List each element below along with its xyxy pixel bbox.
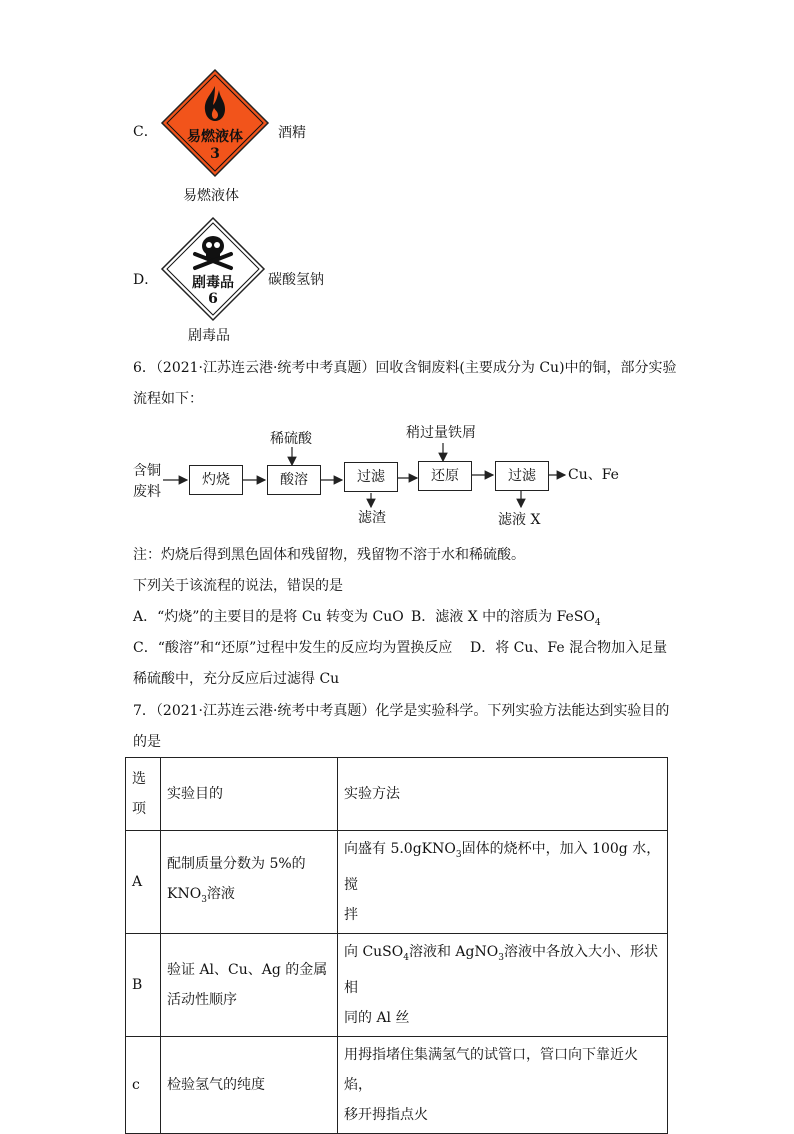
option-c-caption: 易燃液体 bbox=[183, 188, 239, 204]
q6-option-b: B．滤液 X 中的溶质为 FeSO$_4$ bbox=[411, 609, 601, 628]
toxic-sign-text: 剧毒品 bbox=[192, 275, 234, 291]
table-row bbox=[126, 1036, 668, 1133]
flow-input-iron-filings: 稍过量铁屑 bbox=[406, 425, 476, 441]
flow-step-filter-2: 过滤 bbox=[495, 461, 549, 491]
flow-start-line1: 含铜 bbox=[133, 463, 161, 479]
table-row bbox=[126, 933, 668, 1036]
q6-stem-line2: 流程如下： bbox=[133, 391, 203, 407]
flow-step-burn: 灼烧 bbox=[189, 465, 243, 495]
row-a-option: A bbox=[126, 831, 161, 934]
flow-output-filtrate-x: 滤液 X bbox=[498, 512, 541, 528]
q7-stem-line1: 7．（2021·江苏连云港·统考中考真题）化学是实验科学。下列实验方法能达到实验目的 bbox=[133, 703, 670, 719]
flammable-sign-text: 易燃液体 bbox=[187, 129, 243, 145]
header-goal: 实验目的 bbox=[161, 758, 338, 831]
q6-option-d-line2: 稀硫酸中，充分反应后过滤得 Cu bbox=[133, 671, 340, 687]
flow-product: Cu、Fe bbox=[568, 467, 619, 483]
option-c-letter: C． bbox=[133, 124, 158, 140]
flow-start-line2: 废料 bbox=[133, 484, 161, 500]
q6-question: 下列关于该流程的说法，错误的是 bbox=[133, 578, 343, 594]
flow-input-dilute-acid: 稀硫酸 bbox=[270, 431, 312, 447]
table-header-row bbox=[126, 758, 668, 831]
q6-option-a: A．“灼烧”的主要目的是将 Cu 转变为 CuO bbox=[133, 609, 404, 625]
table-row bbox=[126, 831, 668, 934]
option-d-caption: 剧毒品 bbox=[188, 328, 230, 344]
header-option: 选 项 bbox=[126, 758, 161, 831]
row-b-goal: 验证 Al、Cu、Ag 的金属 活动性顺序 bbox=[161, 933, 338, 1036]
row-c-option: c bbox=[126, 1036, 161, 1133]
q6-option-c: C．“酸溶”和“还原”过程中发生的反应均为置换反应 bbox=[133, 640, 453, 656]
flow-arrows bbox=[0, 0, 794, 540]
q6-note: 注：灼烧后得到黑色固体和残留物，残留物不溶于水和稀硫酸。 bbox=[133, 547, 525, 563]
q6-stem-line1: 6．（2021·江苏连云港·统考中考真题）回收含铜废料(主要成分为 Cu)中的铜，部分实验 bbox=[133, 360, 677, 376]
row-c-method: 用拇指堵住集满氢气的试管口，管口向下靠近火焰， 移开拇指点火 bbox=[338, 1036, 668, 1133]
flow-step-filter-1: 过滤 bbox=[344, 462, 398, 492]
toxic-sign-number: 6 bbox=[208, 291, 218, 307]
row-a-goal: 配制质量分数为 5%的 $KNO_3$溶液 bbox=[161, 831, 338, 934]
option-c-substance: 酒精 bbox=[278, 125, 306, 141]
flow-output-residue: 滤渣 bbox=[358, 510, 386, 526]
option-d-letter: D． bbox=[133, 272, 159, 288]
q6-option-d-line1: D．将 Cu、Fe 混合物加入足量 bbox=[470, 640, 668, 656]
row-a-method: 向盛有 5.0gKNO$_3$固体的烧杯中，加入 100g 水，搅 拌 bbox=[338, 831, 668, 934]
flow-step-reduce: 还原 bbox=[418, 461, 472, 491]
q7-stem-line2: 的是 bbox=[133, 734, 161, 750]
flow-step-acid-dissolve: 酸溶 bbox=[267, 465, 321, 495]
row-c-goal: 检验氢气的纯度 bbox=[161, 1036, 338, 1133]
flammable-sign-number: 3 bbox=[210, 146, 220, 162]
header-method: 实验方法 bbox=[338, 758, 668, 831]
row-b-option: B bbox=[126, 933, 161, 1036]
row-b-method: 向 CuSO$_4$溶液和 AgNO$_3$溶液中各放入大小、形状相 同的 Al 丝 bbox=[338, 933, 668, 1036]
q7-options-table bbox=[125, 757, 668, 1134]
option-d-substance: 碳酸氢钠 bbox=[268, 272, 324, 288]
